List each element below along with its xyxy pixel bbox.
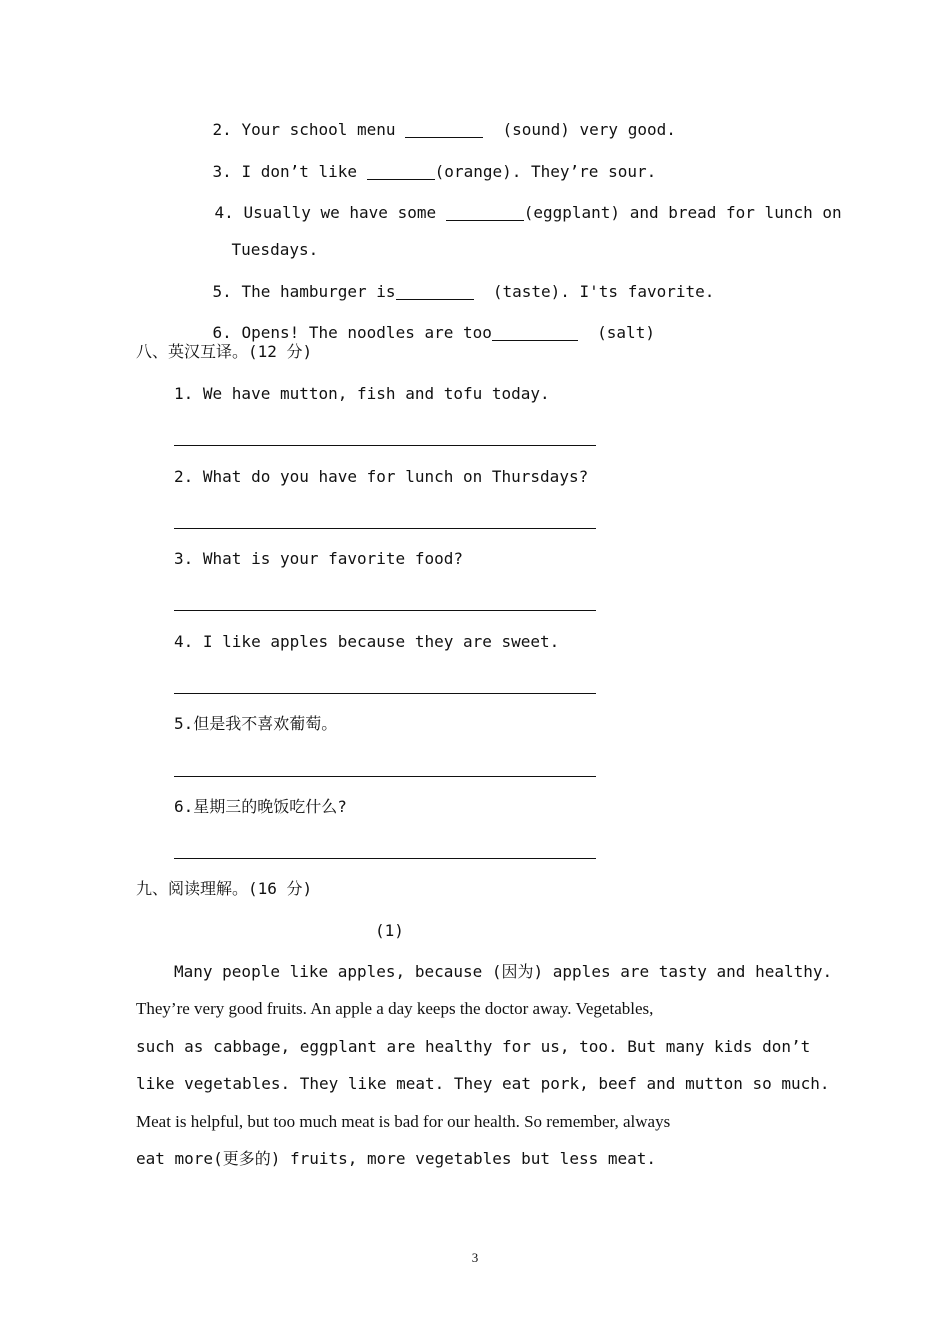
translation-item-1: 1. We have mutton, fish and tofu today. (174, 384, 550, 403)
item-hint: (sound) very good. (502, 120, 676, 139)
section-8-title: 八、英汉互译。(12 分) (136, 342, 313, 361)
item-hint: (salt) (597, 323, 655, 342)
passage-line-4: like vegetables. They like meat. They eat pork, beef and mutton so much. (136, 1074, 830, 1093)
item-text: Usually we have some (243, 203, 437, 222)
passage-line-1: Many people like apples, because (因为) apples are tasty and healthy. (174, 962, 833, 981)
item-text: Your school menu (241, 120, 396, 139)
page-number: 3 (471, 1250, 479, 1265)
passage-line-6: eat more(更多的) fruits, more vegetables but less meat. (136, 1149, 657, 1168)
answer-line[interactable] (174, 610, 596, 611)
passage-line-3: such as cabbage, eggplant are healthy for us, too. But many kids don’t (136, 1037, 811, 1056)
item-number: 3. (212, 162, 232, 181)
answer-line[interactable] (174, 776, 596, 777)
answer-line[interactable] (174, 528, 596, 529)
answer-line[interactable] (174, 445, 596, 446)
item-hint: (orange). They’re sour. (434, 162, 657, 181)
translation-item-3: 3. What is your favorite food? (174, 549, 463, 568)
translation-item-4: 4. I like apples because they are sweet. (174, 632, 560, 651)
item-number: 2. (212, 120, 232, 139)
translation-item-5: 5.但是我不喜欢葡萄。 (174, 714, 338, 733)
item-number: 6. (212, 323, 232, 342)
item-hint: (taste). I'ts favorite. (492, 282, 715, 301)
answer-blank[interactable] (396, 283, 474, 300)
item-text: Opens! The noodles are too (241, 323, 492, 342)
item-number: 5. (212, 282, 232, 301)
answer-line[interactable] (174, 858, 596, 859)
answer-blank[interactable] (446, 204, 524, 221)
answer-blank[interactable] (492, 324, 578, 341)
section-9-title: 九、阅读理解。(16 分) (136, 879, 313, 898)
translation-item-6: 6.星期三的晚饭吃什么? (174, 797, 347, 816)
item-text: The hamburger is (241, 282, 396, 301)
answer-blank[interactable] (405, 121, 483, 138)
item-hint: (eggplant) and bread for lunch on (523, 203, 842, 222)
answer-line[interactable] (174, 693, 596, 694)
passage-number: (1) (375, 921, 404, 940)
item-number: 4. (214, 203, 234, 222)
answer-blank[interactable] (367, 163, 435, 180)
passage-line-5: Meat is helpful, but too much meat is bad for our health. So remember, always (136, 1112, 671, 1131)
item-text: I don’t like (241, 162, 358, 181)
translation-item-2: 2. What do you have for lunch on Thursdays? (174, 467, 589, 486)
item-text-continued: Tuesdays. (231, 240, 319, 259)
passage-line-2: They’re very good fruits. An apple a day keeps the doctor away. Vegetables, (136, 999, 654, 1018)
